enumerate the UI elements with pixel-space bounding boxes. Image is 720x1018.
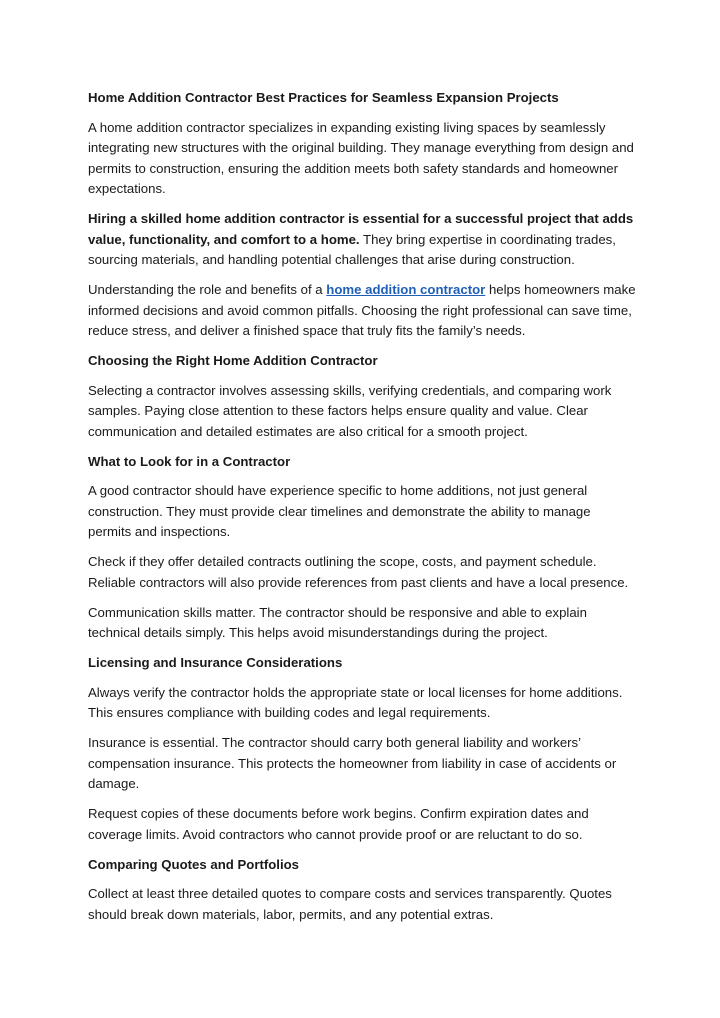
understanding-text-after: helps homeowners make informed decisions and avoid common pitfalls. Choosing the right professional can save time, reduce stress, and deliver a finished space that truly fits the family’s needs. — [88, 282, 636, 338]
heading-comparing-quotes: Comparing Quotes and Portfolios — [88, 856, 300, 872]
experience-paragraph: A good contractor should have experience specific to home additions, not just general construction. They must provide clear timelines and demonstrate the ability to manage permits and inspections. — [88, 483, 591, 539]
documents-paragraph: Request copies of these documents before work begins. Confirm expiration dates and coverage limits. Avoid contractors who cannot provide proof or are reluctant to do so. — [88, 806, 589, 842]
intro-paragraph: A home addition contractor specializes in expanding existing living spaces by seamlessly integrating new structures with the original building. They manage everything from design and permits to construction, ensuring the addition meets both safety standards and homeowner expectations. — [88, 119, 634, 196]
understanding-text-before: Understanding the role and benefits of a — [88, 282, 327, 297]
heading-licensing-insurance: Licensing and Insurance Considerations — [88, 655, 343, 670]
hiring-paragraph-rest: They bring expertise in coordinating trades, sourcing materials, and handling potential challenges that arise during construction. — [88, 231, 616, 267]
quotes-paragraph: Collect at least three detailed quotes to compare costs and services transparently. Quotes should break down materials, labor, permits, and any potential extras. — [88, 886, 612, 922]
insurance-paragraph: Insurance is essential. The contractor should carry both general liability and workers’ compensation insurance. This protects the homeowner from liability in case of accidents or damage. — [88, 735, 617, 791]
hiring-bold-lead: Hiring a skilled home addition contractor is essential for a successful project that adds value, functionality, and comfort to a home. — [88, 211, 634, 247]
home-addition-contractor-link[interactable]: home addition contractor — [326, 282, 486, 297]
communication-paragraph: Communication skills matter. The contractor should be responsive and able to explain technical details simply. This helps avoid misunderstandings during the project. — [88, 604, 587, 640]
contracts-paragraph: Check if they offer detailed contracts outlining the scope, costs, and payment schedule. Reliable contractors will also provide references from past clients and have a local presence. — [88, 554, 629, 590]
understanding-paragraph — [88, 280, 636, 342]
hiring-paragraph — [88, 209, 636, 271]
document-title: Home Addition Contractor Best Practices for Seamless Expansion Projects — [88, 90, 559, 105]
licensing-paragraph: Always verify the contractor holds the appropriate state or local licenses for home additions. This ensures compliance with building codes and legal requirements. — [88, 684, 623, 720]
heading-what-to-look-for: What to Look for in a Contractor — [88, 453, 291, 469]
heading-choosing-contractor: Choosing the Right Home Addition Contractor — [88, 353, 378, 368]
choosing-paragraph: Selecting a contractor involves assessing skills, verifying credentials, and comparing work samples. Paying close attention to these factors helps ensure quality and value. Clear communication and detailed estimates are also critical for a smooth project. — [88, 382, 612, 439]
